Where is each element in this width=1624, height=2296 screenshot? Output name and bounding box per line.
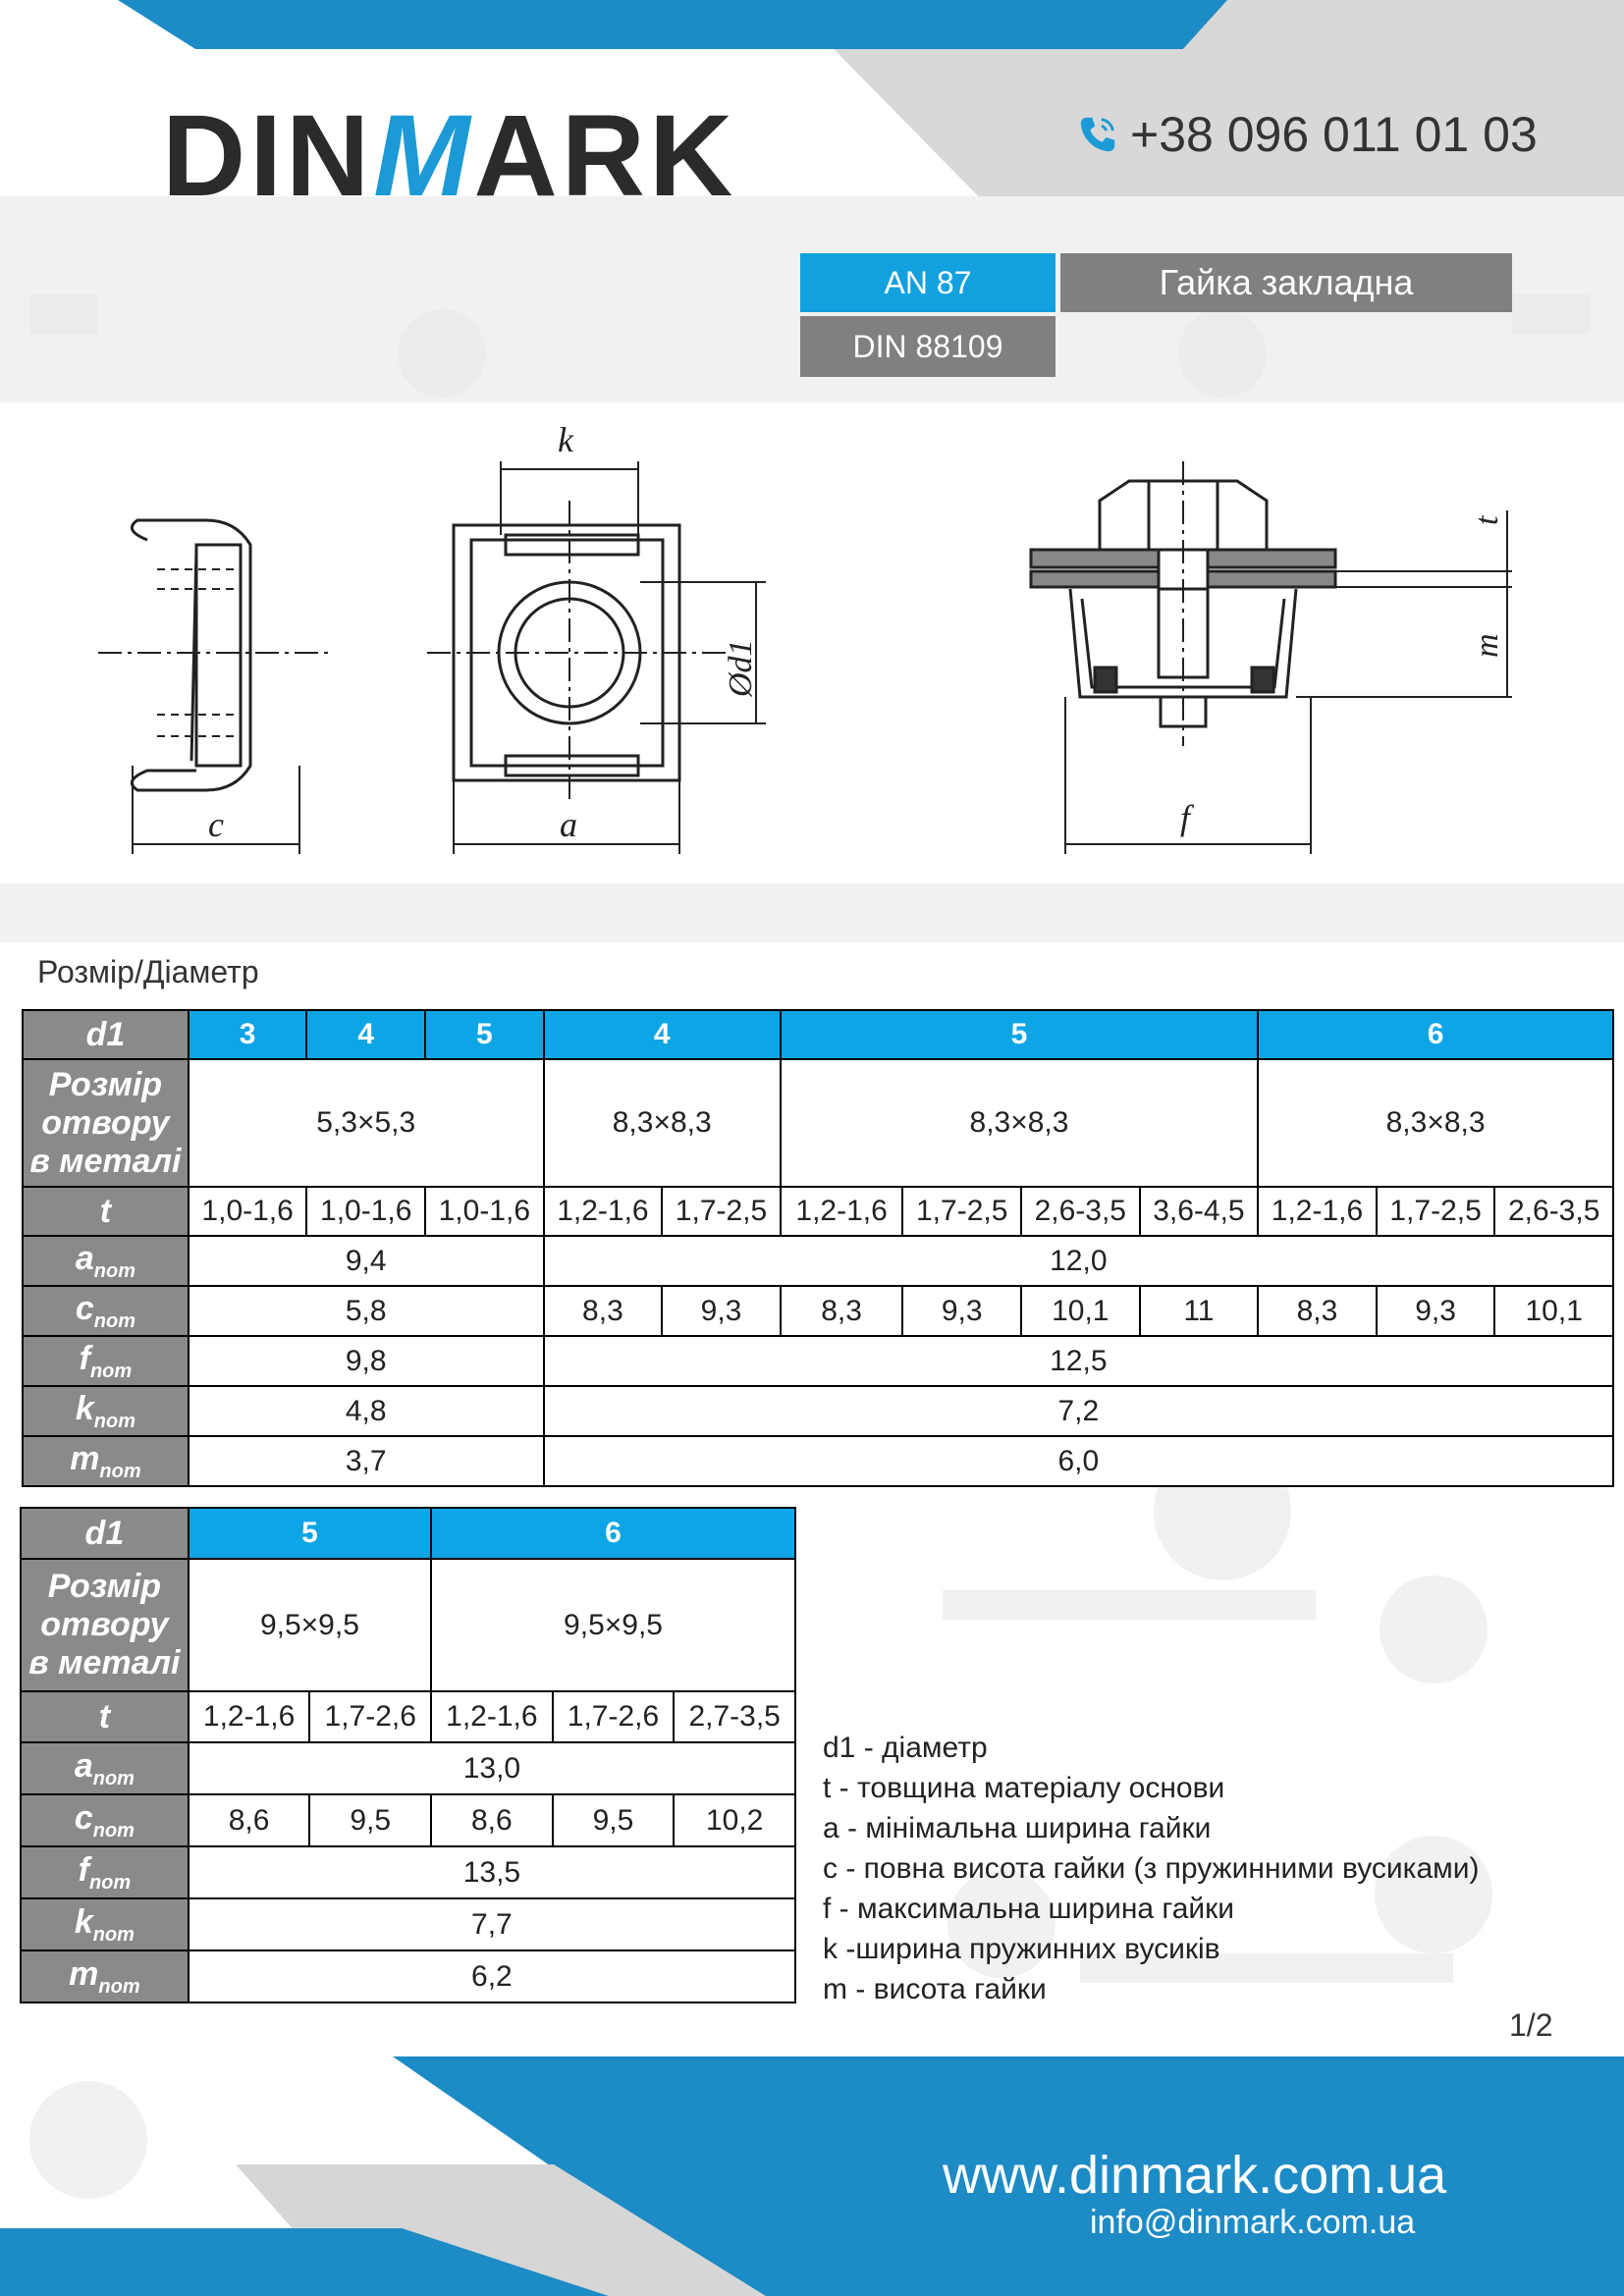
t-cell: 2,7-3,5	[674, 1691, 795, 1742]
t-cell: 1,7-2,5	[1377, 1187, 1495, 1236]
legend-item: c - повна висота гайки (з пружинними вусиками)	[823, 1852, 1480, 1885]
product-title: Гайка закладна	[1060, 253, 1512, 312]
d1-cell: 5	[781, 1010, 1258, 1059]
a-cell: 13,0	[189, 1742, 795, 1794]
t-cell: 3,6-4,5	[1140, 1187, 1259, 1236]
t-cell: 1,2-1,6	[189, 1691, 310, 1742]
sym-k: k	[74, 1902, 93, 1941]
d1-cell: 5	[425, 1010, 544, 1059]
row-k	[23, 1386, 1613, 1436]
k-cell: 4,8	[189, 1386, 544, 1436]
row-header-a	[23, 1236, 189, 1286]
a-cell: 9,4	[189, 1236, 544, 1286]
c-cell: 8,6	[431, 1794, 553, 1846]
dimensions-table-2	[20, 1507, 796, 2003]
d1-cell: 4	[306, 1010, 425, 1059]
row-d1	[21, 1508, 795, 1559]
sym-a: a	[74, 1746, 93, 1785]
row-header-d1: d1	[23, 1010, 189, 1059]
row-header-hole	[23, 1059, 189, 1187]
t-cell: 1,7-2,5	[662, 1187, 781, 1236]
k-cell: 7,2	[544, 1386, 1613, 1436]
c-cell: 9,5	[553, 1794, 675, 1846]
t-cell: 1,2-1,6	[1258, 1187, 1377, 1236]
c-cell: 10,2	[674, 1794, 795, 1846]
sym-k: k	[75, 1389, 94, 1427]
phone-number: +38 096 011 01 03	[1130, 107, 1538, 162]
row-t	[21, 1691, 795, 1742]
row-c	[23, 1286, 1613, 1336]
dimensions-table-1	[22, 1009, 1614, 1487]
row-a	[23, 1236, 1613, 1286]
row-c	[21, 1794, 795, 1846]
logo-m: M	[373, 91, 474, 221]
front-view	[427, 420, 766, 854]
email-link[interactable]: info@dinmark.com.ua	[1090, 2204, 1416, 2241]
row-header-k	[21, 1898, 189, 1950]
page-number: 1/2	[1509, 2007, 1553, 2043]
row-header-m	[23, 1436, 189, 1486]
legend-item: a - мінімальна ширина гайки	[823, 1812, 1212, 1844]
d1-cell: 4	[544, 1010, 781, 1059]
row-header-c	[23, 1286, 189, 1336]
hole-cell: 8,3×8,3	[781, 1059, 1258, 1187]
t-cell: 2,6-3,5	[1021, 1187, 1140, 1236]
c-cell: 10,1	[1494, 1286, 1613, 1336]
row-header-f	[23, 1336, 189, 1386]
row-k	[21, 1898, 795, 1950]
dinmark-logo	[162, 91, 737, 221]
logo-suffix: ARK	[473, 91, 737, 221]
hole-cell: 8,3×8,3	[544, 1059, 781, 1187]
row-d1	[23, 1010, 1613, 1059]
t-cell: 1,0-1,6	[425, 1187, 544, 1236]
dim-t: t	[1469, 515, 1505, 525]
hole-cell: 9,5×9,5	[189, 1559, 431, 1691]
dim-k: k	[558, 420, 573, 459]
row-header-c	[21, 1794, 189, 1846]
din-label: DIN 88109	[800, 316, 1056, 377]
mounted-view	[1031, 461, 1512, 854]
c-cell: 9,3	[902, 1286, 1021, 1336]
standard-label: AN 87	[800, 253, 1056, 312]
hole-header-line: Розмір	[47, 1568, 162, 1605]
t-cell: 1,2-1,6	[431, 1691, 553, 1742]
hole-header-line: в металі	[29, 1142, 182, 1180]
row-m	[21, 1950, 795, 2002]
row-header-m	[21, 1950, 189, 2002]
row-header-f	[21, 1846, 189, 1898]
legend-item: k -ширина пружинних вусиків	[823, 1933, 1220, 1965]
c-cell: 10,1	[1021, 1286, 1140, 1336]
sub-nom: nom	[93, 1259, 135, 1282]
f-cell: 12,5	[544, 1336, 1613, 1386]
dim-f: f	[1180, 798, 1191, 837]
row-header-k	[23, 1386, 189, 1436]
c-cell: 8,6	[189, 1794, 310, 1846]
side-view	[98, 520, 329, 854]
row-header-t: t	[21, 1691, 189, 1742]
hole-header-line: Розмір	[48, 1065, 163, 1103]
legend-item: t - товщина матеріалу основи	[823, 1772, 1225, 1804]
row-m	[23, 1436, 1613, 1486]
row-a	[21, 1742, 795, 1794]
sub-nom: nom	[92, 1767, 135, 1789]
hole-cell: 5,3×5,3	[189, 1059, 544, 1187]
row-f	[21, 1846, 795, 1898]
sub-nom: nom	[89, 1360, 133, 1382]
phone-contact[interactable]	[1075, 106, 1538, 163]
hole-header-line: отвору	[41, 1103, 170, 1142]
sym-f: f	[79, 1339, 90, 1377]
hole-cell: 8,3×8,3	[1258, 1059, 1613, 1187]
k-cell: 7,7	[189, 1898, 795, 1950]
sym-f: f	[78, 1850, 89, 1889]
m-cell: 3,7	[189, 1436, 544, 1486]
header-blue-band	[118, 0, 1227, 49]
t-cell: 1,0-1,6	[306, 1187, 425, 1236]
t-cell: 1,2-1,6	[544, 1187, 663, 1236]
dim-a: a	[560, 805, 577, 844]
legend-item: f - максимальна ширина гайки	[823, 1893, 1235, 1925]
f-cell: 13,5	[189, 1846, 795, 1898]
row-header-hole	[21, 1559, 189, 1691]
sub-nom: nom	[93, 1309, 135, 1332]
row-header-a	[21, 1742, 189, 1794]
t-cell: 1,0-1,6	[189, 1187, 307, 1236]
m-cell: 6,0	[544, 1436, 1613, 1486]
dim-m: m	[1469, 633, 1505, 658]
c-cell: 11	[1140, 1286, 1259, 1336]
sub-nom: nom	[98, 1975, 140, 1998]
phone-icon	[1075, 112, 1120, 157]
sym-m: m	[70, 1439, 100, 1477]
t-cell: 1,7-2,6	[553, 1691, 675, 1742]
section-title: Розмір/Діаметр	[37, 954, 259, 989]
legend-item: m - висота гайки	[823, 1973, 1047, 2005]
row-hole	[23, 1059, 1613, 1187]
t-cell: 1,2-1,6	[781, 1187, 903, 1236]
t-cell: 1,7-2,6	[309, 1691, 431, 1742]
logo-prefix: DIN	[162, 91, 374, 221]
row-header-t: t	[23, 1187, 189, 1236]
sub-nom: nom	[93, 1410, 135, 1432]
row-f	[23, 1336, 1613, 1386]
dim-d1: Ød1	[723, 639, 759, 697]
legend-item: d1 - діаметр	[823, 1732, 988, 1764]
c-cell: 9,3	[662, 1286, 781, 1336]
sym-a: a	[75, 1239, 94, 1277]
d1-cell: 6	[1258, 1010, 1613, 1059]
hole-header-line: в металі	[28, 1644, 181, 1682]
row-hole	[21, 1559, 795, 1691]
c-cell: 8,3	[1258, 1286, 1377, 1336]
d1-cell: 3	[189, 1010, 307, 1059]
t-cell: 1,7-2,5	[902, 1187, 1021, 1236]
c-cell: 8,3	[781, 1286, 903, 1336]
d1-cell: 5	[189, 1508, 431, 1559]
f-cell: 9,8	[189, 1336, 544, 1386]
hole-header-line: отвору	[40, 1606, 169, 1643]
c-cell: 9,5	[309, 1794, 431, 1846]
hole-cell: 9,5×9,5	[431, 1559, 795, 1691]
sub-nom: nom	[99, 1460, 141, 1482]
m-cell: 6,2	[189, 1950, 795, 2002]
a-cell: 12,0	[544, 1236, 1613, 1286]
dim-c: c	[208, 805, 224, 844]
sub-nom: nom	[92, 1923, 135, 1946]
sym-c: c	[75, 1289, 94, 1327]
sub-nom: nom	[88, 1871, 132, 1894]
row-t	[23, 1187, 1613, 1236]
technical-drawing	[39, 402, 1591, 903]
sym-c: c	[74, 1798, 93, 1837]
sub-nom: nom	[92, 1819, 135, 1842]
legend	[823, 1728, 1480, 2009]
sym-m: m	[69, 1954, 99, 1993]
website-link[interactable]: www.dinmark.com.ua	[943, 2146, 1447, 2205]
row-header-d1: d1	[21, 1508, 189, 1559]
c-cell: 8,3	[544, 1286, 663, 1336]
c-cell: 9,3	[1377, 1286, 1495, 1336]
c-cell: 5,8	[189, 1286, 544, 1336]
t-cell: 2,6-3,5	[1494, 1187, 1613, 1236]
d1-cell: 6	[431, 1508, 795, 1559]
